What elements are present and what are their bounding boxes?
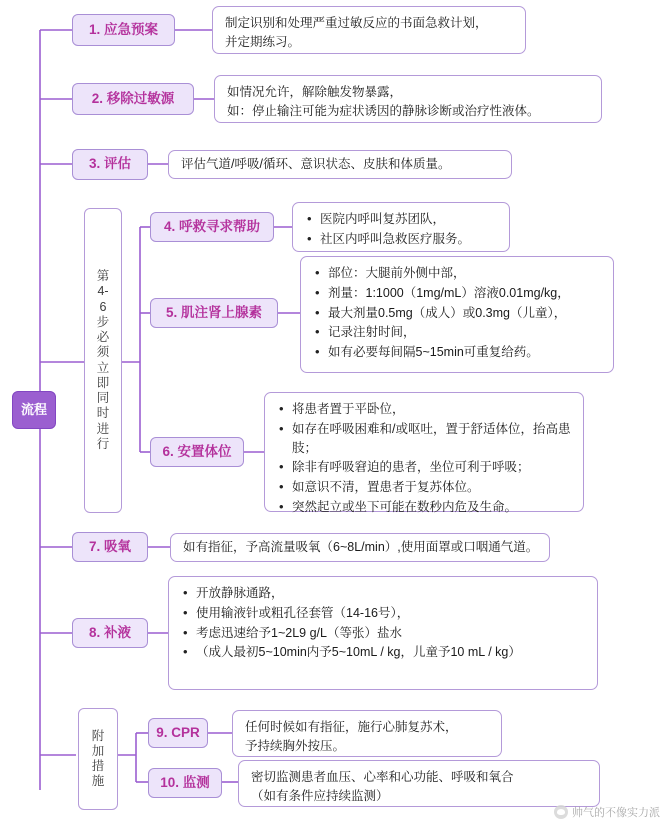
step-8-label: 8. 补液 [88, 624, 131, 640]
root-node [12, 391, 56, 429]
step-1-detail [212, 6, 526, 54]
step-10-detail-line-2: （如有条件应持续监测） [251, 788, 389, 803]
step-8-bullet-4: • （成人最初5~10min内予5~10mL / kg，儿童予10 mL / kg） [196, 643, 587, 662]
step-2-node[interactable] [72, 83, 194, 115]
step-8-bullet-1: • 开放静脉通路， [196, 584, 587, 603]
step-5-bullet-5: • 如有必要每间隔5~15min可重复给药。 [328, 343, 603, 362]
step-9-detail-line-2: 予持续胸外按压。 [245, 738, 346, 753]
step-1-detail-line-1: 制定识别和处理严重过敏反应的书面急救计划， [225, 16, 488, 30]
steps-4-6-group-label: 第4-6步必须立即同时进行 [96, 269, 110, 451]
step-10-detail-line-1: 密切监测患者血压、心率和心功能、呼吸和氧合 [251, 770, 514, 784]
step-4-node[interactable] [150, 212, 274, 242]
step-9-label: 9. CPR [156, 724, 200, 740]
step-5-node[interactable] [150, 298, 278, 328]
step-2-detail-line-2: 如：停止输注可能为症状诱因的静脉诊断或治疗性液体。 [227, 103, 540, 118]
step-6-node[interactable] [150, 437, 244, 467]
step-9-detail-line-1: 任何时候如有指征，施行心肺复苏术， [245, 720, 458, 734]
watermark-logo-icon [554, 805, 568, 819]
steps-4-6-group [84, 208, 122, 513]
step-6-label: 6. 安置体位 [162, 443, 232, 459]
step-4-bullet-1: • 医院内呼叫复苏团队， [320, 210, 499, 229]
step-4-detail [292, 202, 510, 252]
watermark [554, 804, 660, 820]
step-3-label: 3. 评估 [88, 156, 131, 172]
step-6-bullet-1: • 将患者置于平卧位， [292, 400, 573, 419]
step-2-detail [214, 75, 602, 123]
step-5-bullet-3: • 最大剂量0.5mg（成人）或0.3mg（儿童）， [328, 304, 603, 323]
step-3-detail-line-1: 评估气道/呼吸/循环、意识状态、皮肤和体质量。 [181, 157, 451, 172]
step-10-node[interactable] [148, 768, 222, 798]
step-6-bullet-4: • 如意识不清，置患者于复苏体位。 [292, 478, 573, 497]
step-4-bullet-2: • 社区内呼叫急救医疗服务。 [320, 230, 499, 249]
step-5-bullet-4: • 记录注射时间， [328, 323, 603, 342]
step-10-detail [238, 760, 600, 807]
step-1-label: 1. 应急预案 [88, 21, 158, 37]
step-9-detail [232, 710, 502, 757]
step-3-node[interactable] [72, 149, 148, 180]
watermark-text: 帅气的不像实力派 [572, 807, 660, 819]
step-1-node[interactable] [72, 14, 175, 46]
root-label: 流程 [20, 401, 47, 417]
step-2-label: 2. 移除过敏源 [91, 90, 175, 106]
step-8-detail [168, 576, 598, 690]
step-7-label: 7. 吸氧 [88, 538, 131, 554]
step-5-bullet-1: • 部位：大腿前外侧中部， [328, 264, 603, 283]
step-8-bullet-2: • 使用输液针或粗孔径套管（14-16号）， [196, 604, 587, 623]
step-2-detail-line-1: 如情况允许，解除触发物暴露， [227, 85, 403, 99]
step-6-bullet-3: • 除非有呼吸窘迫的患者，坐位可利于呼吸； [292, 458, 573, 477]
additional-measures-group-label: 附加措施 [91, 728, 105, 789]
step-7-node[interactable] [72, 532, 148, 562]
step-8-bullet-3: • 考虑迅速给予1~2L9 g/L（等张）盐水 [196, 624, 587, 643]
step-6-detail [264, 392, 584, 512]
step-6-bullet-5: • 突然起立或坐下可能在数秒内危及生命。 [292, 498, 573, 517]
additional-measures-group [78, 708, 118, 810]
step-9-node[interactable] [148, 718, 208, 748]
step-1-detail-line-2: 并定期练习。 [225, 34, 301, 49]
step-7-detail [170, 533, 550, 562]
step-5-detail [300, 256, 614, 373]
step-6-bullet-2: • 如存在呼吸困难和/或呕吐，置于舒适体位，抬高患肢； [292, 420, 573, 458]
step-5-label: 5. 肌注肾上腺素 [165, 304, 262, 320]
step-10-label: 10. 监测 [160, 774, 210, 790]
step-3-detail [168, 150, 512, 179]
step-4-label: 4. 呼救寻求帮助 [163, 218, 260, 234]
step-7-detail-line-1: 如有指征，予高流量吸氧（6~8L/min）,使用面罩或口咽通气道。 [183, 540, 539, 555]
step-8-node[interactable] [72, 618, 148, 648]
step-5-bullet-2: • 剂量：1:1000（1mg/mL）溶液0.01mg/kg， [328, 284, 603, 303]
